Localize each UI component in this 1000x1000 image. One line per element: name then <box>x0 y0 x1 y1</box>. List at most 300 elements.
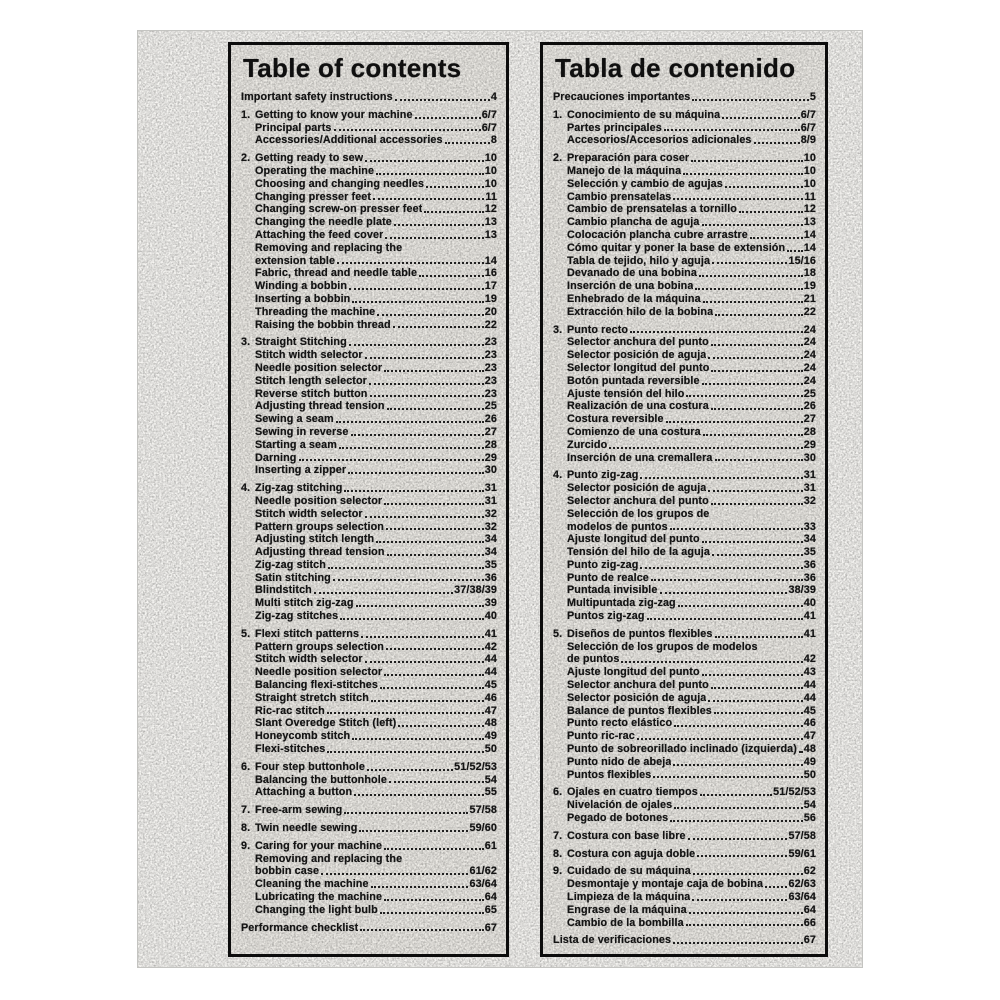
section-number: 1. <box>553 108 563 121</box>
toc-entry-continuation <box>241 255 497 268</box>
dot-leader <box>393 325 484 328</box>
dot-leader <box>340 617 484 620</box>
toc-entry <box>241 293 497 306</box>
page-number: 23 <box>484 349 497 362</box>
toc-entry <box>553 891 816 904</box>
page-number: 34 <box>484 546 497 559</box>
dot-leader <box>387 407 484 410</box>
entry-label: Multi stitch zig-zag <box>255 597 354 610</box>
dot-leader <box>688 837 788 840</box>
dot-leader <box>695 287 802 290</box>
section-number: 3. <box>553 323 563 336</box>
entry-label: Getting ready to sew <box>255 152 364 165</box>
dot-leader <box>640 566 802 569</box>
dot-leader <box>371 885 469 888</box>
toc-entry <box>553 375 816 388</box>
toc-entry <box>553 934 816 947</box>
dot-leader <box>715 458 803 461</box>
toc-entry <box>553 848 816 861</box>
entry-label: Engrase de la máquina <box>567 903 687 916</box>
dot-leader <box>386 527 484 530</box>
entry-label: Ajuste tensión del hilo <box>567 387 685 400</box>
dot-leader <box>750 236 803 239</box>
toc-entry <box>553 413 816 426</box>
dot-leader <box>674 806 803 809</box>
entry-label: Slant Overedge Stitch (left) <box>255 717 397 730</box>
page-number: 45 <box>484 679 497 692</box>
toc-entry <box>241 413 497 426</box>
toc-entry <box>553 469 816 482</box>
toc-entry <box>241 546 497 559</box>
dot-leader <box>359 829 468 832</box>
dot-leader <box>711 686 803 689</box>
dot-leader <box>370 394 484 397</box>
entry-label: Inserción de una cremallera <box>567 451 713 464</box>
page-number: 27 <box>803 413 816 426</box>
page-number: 44 <box>484 653 497 666</box>
toc-entry <box>553 584 816 597</box>
page-number: 16 <box>484 267 497 280</box>
toc-entry <box>241 375 497 388</box>
entry-label: Performance checklist <box>241 921 359 934</box>
dot-leader <box>395 98 490 101</box>
toc-entry <box>553 400 816 413</box>
page-number: 8/9 <box>800 134 816 147</box>
dot-leader <box>678 604 803 607</box>
toc-entry <box>553 152 816 165</box>
page-number: 62 <box>803 865 816 878</box>
toc-entry <box>241 191 497 204</box>
page-number: 14 <box>803 241 816 254</box>
page-number: 25 <box>484 400 497 413</box>
toc-entry <box>241 178 497 191</box>
dot-leader <box>670 527 803 530</box>
toc-entry <box>553 349 816 362</box>
dot-leader <box>739 210 803 213</box>
dot-leader <box>299 458 484 461</box>
dot-leader <box>609 446 802 449</box>
entry-label: Selección de los grupos de modelos <box>567 640 758 653</box>
dot-leader <box>691 159 803 162</box>
toc-entry <box>553 109 816 122</box>
entry-label: Raising the bobbin thread <box>255 318 391 331</box>
page-number: 18 <box>803 267 816 280</box>
entry-label: Balancing flexi-stitches <box>255 679 379 692</box>
dot-leader <box>361 635 484 638</box>
dot-leader <box>702 540 803 543</box>
section-number: 8. <box>553 847 563 860</box>
page-number: 5 <box>809 91 816 103</box>
entry-label: Preparación para coser <box>567 152 690 165</box>
page-number: 46 <box>803 717 816 730</box>
toc-entry <box>241 464 497 477</box>
page-number: 54 <box>484 773 497 786</box>
entry-label: Multipuntada zig-zag <box>567 597 676 610</box>
entry-label: Changing screw-on presser feet <box>255 203 423 216</box>
entry-label: Nivelación de ojales <box>567 799 673 812</box>
entry-label: Honeycomb stitch <box>255 730 351 743</box>
toc-entry <box>553 293 816 306</box>
entry-label: Needle position selector <box>255 361 383 374</box>
entry-label: Punto zig-zag <box>567 469 639 482</box>
toc-entry <box>241 134 497 147</box>
entry-label: Important safety instructions <box>241 91 393 103</box>
page-number: 49 <box>484 730 497 743</box>
entry-label: Cambio de la bombilla <box>567 916 684 929</box>
toc-entry <box>241 242 497 255</box>
section-number: 8. <box>241 822 251 835</box>
page-number: 45 <box>803 704 816 717</box>
toc-entry <box>553 306 816 319</box>
toc-entry <box>241 891 497 904</box>
dot-leader <box>621 660 802 663</box>
dot-leader <box>373 197 484 200</box>
entry-label: Cambio plancha de aguja <box>567 216 700 229</box>
toc-entry <box>241 705 497 718</box>
dot-leader <box>328 566 484 569</box>
entry-label: Punto nido de abeja <box>567 755 672 768</box>
page-number: 24 <box>803 336 816 349</box>
entry-label: Zig-zag stitch <box>255 558 326 571</box>
dot-leader <box>673 941 803 944</box>
page-number: 50 <box>484 743 497 756</box>
entry-label: Extracción hilo de la bobina <box>567 305 714 318</box>
page-number: 42 <box>803 653 816 666</box>
page-number: 26 <box>803 400 816 413</box>
entry-label: Caring for your machine <box>255 839 383 852</box>
page-number: 27 <box>484 425 497 438</box>
dot-leader <box>702 223 803 226</box>
toc-entry <box>553 705 816 718</box>
page-number: 31 <box>803 469 816 482</box>
dot-leader <box>787 249 803 252</box>
entry-label: Cleaning the machine <box>255 878 369 891</box>
dot-leader <box>314 591 453 594</box>
page-number: 66 <box>803 916 816 929</box>
entry-label: de puntos <box>567 653 620 666</box>
toc-entry <box>241 730 497 743</box>
page-number: 23 <box>484 361 497 374</box>
toc-entry <box>241 452 497 465</box>
page-number: 31 <box>803 482 816 495</box>
entry-label: Threading the machine <box>255 305 376 318</box>
toc-entry <box>553 122 816 135</box>
entry-label: Colocación plancha cubre arrastre <box>567 228 748 241</box>
page-number: 29 <box>803 438 816 451</box>
toc-entry <box>553 769 816 782</box>
page-number: 26 <box>484 413 497 426</box>
toc-entry <box>241 495 497 508</box>
toc-entry <box>553 730 816 743</box>
toc-entry <box>241 628 497 641</box>
entry-label: Changing the light bulb <box>255 903 378 916</box>
toc-title-english: Table of contents <box>243 53 462 83</box>
page-number: 63/64 <box>788 891 816 904</box>
toc-entry <box>241 152 497 165</box>
dot-leader <box>321 872 468 875</box>
dot-leader <box>365 515 484 518</box>
toc-entry <box>241 482 497 495</box>
entry-label: Zig-zag stitching <box>255 482 343 495</box>
toc-entry <box>241 572 497 585</box>
scanned-page <box>137 30 863 968</box>
dot-leader <box>365 356 484 359</box>
page-number: 23 <box>484 387 497 400</box>
entry-label: Fabric, thread and needle table <box>255 267 418 280</box>
toc-entry <box>553 641 816 654</box>
page-number: 39 <box>484 597 497 610</box>
toc-entry <box>241 91 497 104</box>
entry-label: Attaching the feed cover <box>255 228 384 241</box>
toc-entry <box>241 761 497 774</box>
dot-leader <box>715 635 803 638</box>
page-number: 43 <box>803 666 816 679</box>
dot-leader <box>327 711 484 714</box>
toc-entry <box>241 559 497 572</box>
page-number: 19 <box>484 292 497 305</box>
entry-label: Ric-rac stitch <box>255 704 325 717</box>
entry-label: Selector anchura del punto <box>567 679 709 692</box>
entry-label: Selector anchura del punto <box>567 336 709 349</box>
section-number: 9. <box>241 839 251 852</box>
toc-entry <box>553 324 816 337</box>
dot-leader <box>702 673 803 676</box>
entry-label: Balance de puntos flexibles <box>567 704 712 717</box>
dot-leader <box>333 578 484 581</box>
toc-entry <box>241 280 497 293</box>
entry-label: Selección de los grupos de <box>567 507 710 520</box>
page-number: 34 <box>803 533 816 546</box>
page-number: 8 <box>490 134 497 147</box>
entry-label: Choosing and changing needles <box>255 177 425 190</box>
dot-leader <box>714 711 803 714</box>
dot-leader <box>384 847 484 850</box>
dot-leader <box>387 553 484 556</box>
entry-label: Twin needle sewing <box>255 822 358 835</box>
toc-entry <box>553 812 816 825</box>
toc-entry <box>553 495 816 508</box>
entry-label: Pegado de botones <box>567 812 669 825</box>
dot-leader <box>386 647 484 650</box>
page-number: 24 <box>803 323 816 336</box>
entry-label: Costura con base libre <box>567 829 686 842</box>
entry-label: Four step buttonhole <box>255 760 365 773</box>
dot-leader <box>700 793 772 796</box>
entry-label: Principal parts <box>255 121 332 134</box>
page-number: 36 <box>484 571 497 584</box>
entry-label: Ajuste longitud del punto <box>567 666 700 679</box>
entry-label: Pattern groups selection <box>255 640 384 653</box>
entry-label: Zurcido <box>567 438 608 451</box>
entry-label: Conocimiento de su máquina <box>567 108 721 121</box>
toc-entry <box>553 904 816 917</box>
toc-entry-continuation <box>553 653 816 666</box>
dot-leader <box>385 236 483 239</box>
page-number: 31 <box>484 482 497 495</box>
page-number: 51/52/53 <box>454 760 497 773</box>
page-number: 14 <box>484 254 497 267</box>
toc-entry <box>553 134 816 147</box>
dot-leader <box>327 750 483 753</box>
entry-label: Puntos zig-zag <box>567 610 645 623</box>
section-number: 6. <box>241 760 251 773</box>
entry-label: Lista de verificaciones <box>553 934 672 947</box>
toc-entry <box>241 362 497 375</box>
page-number: 35 <box>803 546 816 559</box>
page-number: 36 <box>803 571 816 584</box>
toc-entry <box>553 799 816 812</box>
entry-label: Enhebrado de la máquina <box>567 292 701 305</box>
page-number: 15/16 <box>788 254 816 267</box>
page-number: 46 <box>484 691 497 704</box>
toc-entry <box>241 904 497 917</box>
entry-label: Removing and replacing the <box>255 852 403 865</box>
page-number: 12 <box>803 203 816 216</box>
entry-label: Tensión del hilo de la aguja <box>567 546 710 559</box>
dot-leader <box>398 724 483 727</box>
entry-label: Cambio de prensatelas a tornillo <box>567 203 737 216</box>
dot-leader <box>419 274 484 277</box>
dot-leader <box>339 446 484 449</box>
entry-label: Stitch width selector <box>255 653 363 666</box>
dot-leader <box>708 489 802 492</box>
toc-entry <box>553 280 816 293</box>
dot-leader <box>630 330 803 333</box>
toc-entry <box>241 804 497 817</box>
dot-leader <box>384 369 484 372</box>
dot-leader <box>637 737 803 740</box>
dot-leader <box>697 854 787 857</box>
page-number: 47 <box>803 730 816 743</box>
entry-label: Realización de una costura <box>567 400 709 413</box>
page-number: 30 <box>484 464 497 477</box>
toc-entries-english <box>241 91 497 934</box>
dot-leader <box>725 185 803 188</box>
dot-leader <box>426 185 484 188</box>
entry-label: Winding a bobbin <box>255 280 348 293</box>
entry-label: Attaching a button <box>255 786 353 799</box>
entry-label: Changing presser feet <box>255 190 372 203</box>
toc-box-spanish <box>540 42 828 957</box>
toc-entry <box>553 628 816 641</box>
entry-label: Diseños de puntos flexibles <box>567 627 713 640</box>
toc-entry <box>241 319 497 332</box>
toc-entry <box>241 840 497 853</box>
dot-leader <box>689 911 803 914</box>
entry-label: Pattern groups selection <box>255 520 384 533</box>
toc-entry <box>241 717 497 730</box>
section-number: 7. <box>241 804 251 817</box>
page-number: 11 <box>804 190 816 203</box>
page-number: 38/39 <box>788 584 816 597</box>
page-number: 42 <box>484 640 497 653</box>
page-number: 34 <box>484 533 497 546</box>
entry-label: Ajuste longitud del punto <box>567 533 700 546</box>
page-number: 59/61 <box>788 847 816 860</box>
dot-leader <box>384 673 484 676</box>
page-number: 13 <box>484 228 497 241</box>
page-number: 41 <box>803 610 816 623</box>
dot-leader <box>445 141 490 144</box>
toc-entry <box>553 878 816 891</box>
page-number: 24 <box>803 374 816 387</box>
dot-leader <box>367 768 453 771</box>
entry-label: Selección y cambio de agujas <box>567 177 723 190</box>
toc-entry <box>241 229 497 242</box>
entry-label: Selector longitud del punto <box>567 361 710 374</box>
dot-leader <box>670 819 803 822</box>
entry-label: Satin stitching <box>255 571 331 584</box>
page-number: 44 <box>484 666 497 679</box>
section-number: 5. <box>553 627 563 640</box>
page-number: 35 <box>484 558 497 571</box>
dot-leader <box>647 617 803 620</box>
entry-label: Punto de realce <box>567 571 649 584</box>
toc-entry <box>241 922 497 935</box>
page-number: 22 <box>484 318 497 331</box>
page-number: 20 <box>484 305 497 318</box>
page-number: 10 <box>803 177 816 190</box>
toc-entry <box>241 878 497 891</box>
dot-leader <box>365 159 484 162</box>
entry-label: Changing the needle plate <box>255 216 392 229</box>
entry-label: Stitch width selector <box>255 349 363 362</box>
entry-label: Puntada invisible <box>567 584 658 597</box>
entry-label: Reverse stitch button <box>255 387 368 400</box>
entry-label: Selector anchura del punto <box>567 494 709 507</box>
toc-entry <box>553 267 816 280</box>
entry-label: Selector posición de aguja <box>567 349 707 362</box>
page-number: 32 <box>803 494 816 507</box>
entry-label: Puntos flexibles <box>567 768 652 781</box>
entry-label: Inserción de una bobina <box>567 280 694 293</box>
toc-entry <box>241 822 497 835</box>
dot-leader <box>394 223 484 226</box>
page-number: 19 <box>803 280 816 293</box>
dot-leader <box>703 300 803 303</box>
page-number: 41 <box>484 627 497 640</box>
dot-leader <box>754 141 800 144</box>
page-number: 30 <box>803 451 816 464</box>
dot-leader <box>666 420 803 423</box>
toc-entry <box>241 786 497 799</box>
section-number: 3. <box>241 336 251 349</box>
toc-entry <box>241 521 497 534</box>
toc-entry-continuation <box>553 521 816 534</box>
entry-label: Adjusting thread tension <box>255 400 385 413</box>
entry-label: Cómo quitar y poner la base de extensión <box>567 241 786 254</box>
toc-entry <box>241 692 497 705</box>
toc-entry <box>553 426 816 439</box>
page-number: 44 <box>803 679 816 692</box>
section-number: 2. <box>553 152 563 165</box>
entry-label: Operating the machine <box>255 164 375 177</box>
dot-leader <box>348 471 484 474</box>
page-number: 50 <box>803 768 816 781</box>
toc-entry <box>241 267 497 280</box>
toc-entry <box>553 482 816 495</box>
dot-leader <box>712 261 787 264</box>
entry-label: Cambio prensatelas <box>567 190 672 203</box>
entry-label: Manejo de la máquina <box>567 164 682 177</box>
toc-entry <box>241 165 497 178</box>
toc-entry <box>553 865 816 878</box>
page-number: 22 <box>803 305 816 318</box>
page-number: 11 <box>485 190 497 203</box>
toc-entry <box>241 584 497 597</box>
dot-leader <box>336 420 484 423</box>
toc-entry <box>553 666 816 679</box>
